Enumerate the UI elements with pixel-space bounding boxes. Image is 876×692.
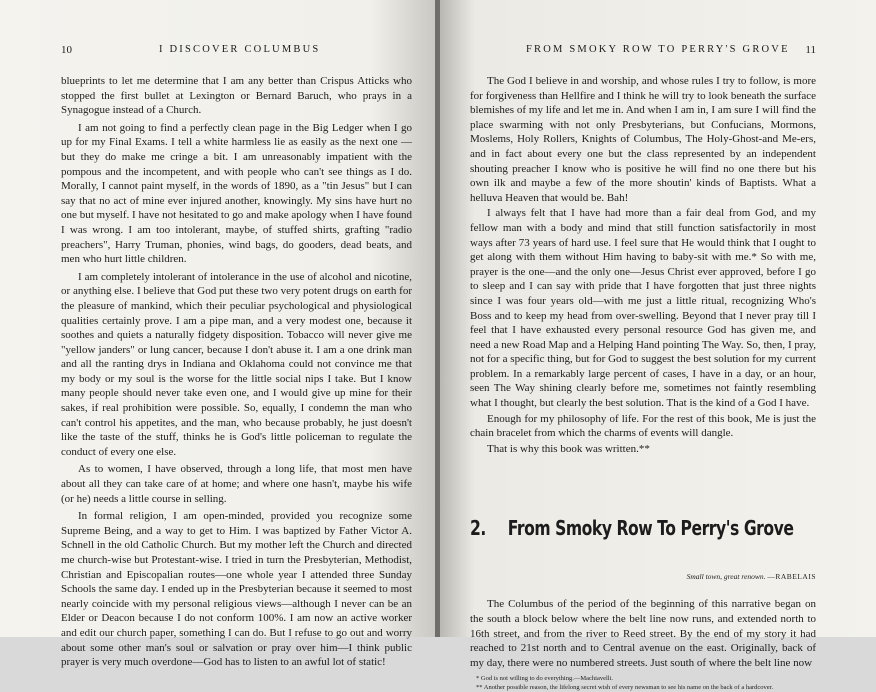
left-page: [0, 0, 436, 669]
right-page-number: 11: [805, 44, 816, 56]
chapter-number: 2.: [470, 516, 486, 541]
chapter-title: From Smoky Row To Perry's Grove: [507, 516, 794, 541]
chapter-opening-paragraph: The Columbus of the period of the beginning of this narrative began on the south a block below where the belt line now runs, and extended north to 16th street, and from the river to Reed street. By the end of my story it had reached to 21st north and to Central avenue on the east. Originally, back of my day, there were no numbered streets. Just south of where the belt line now: [470, 598, 816, 669]
right-paragraph-4: That is why this book was written.**: [487, 442, 650, 455]
left-running-title: I DISCOVER COLUMBUS: [159, 44, 321, 55]
left-paragraph-4: As to women, I have observed, through a long life, that most men have about all they can take care of at home; and where one hasn't, maybe his wife (or he) needs a little course in selling.: [61, 463, 412, 505]
right-paragraph-2: I always felt that I have had more than a fair deal from God, and my fellow man with a body and mind that still function satisfactorily in most ways after 73 years of hard use. I feel sure that He would think that I ought to get along with them without Him having to baby-sit with me.* So with me, prayer is the one—and the only one—Jesus Christ ever approved, before I go to sleep and I can say with pride that I have forgotten that just three nights since I was four years old—with me just a little ritual, recognizing Who's Boss and to keep my head from over-swelling. Beyond that I never pray till I feel that I have exhausted every personal resource God has given me, and need a new Road Map and a Helping Hand pointing The Way. So, then, I pray, not for a specific thing, but for God to suggest the best solution for my current problem. In a remarkably large percent of cases, I have in a day, or an hour, seen The Way shining clearly before me, sometimes not faintly resembling what I thought, but clearly the best solution. That is the kind of a God I have.: [470, 207, 816, 410]
footnote-2: ** Another possible reason, the lifelong secret wish of every newsman to see his name on the back of a hardcover.: [476, 684, 774, 692]
right-running-title: FROM SMOKY ROW TO PERRY'S GROVE: [526, 44, 790, 55]
left-paragraph-2: I am not going to find a perfectly clean page in the Big Ledger when I go up for my Final Exams. I tell a white harmless lie as easily as the next one —but they do make me cringe a bit. I am unreasonably impatient with the pompous and the incompetent, and with people who can't see things as I do. Morally, I cannot paint myself, in the words of 1890, as a "tin Jesus" but I can say that no act of mine ever injured another, knowingly. My sins have hurt no one but myself. I have not hesitated to go and make apology when I have found I was wrong. I am too intolerant, maybe, of stuffed shirts, grafting "radio preachers", Harry Truman, phonies, wind bags, do gooders, dead beats, and men who hurt little children.: [61, 121, 412, 266]
footnotes: [470, 674, 816, 692]
footnote-1: * God is not willing to do everything.—Machiavelli.: [476, 675, 614, 683]
left-paragraph-3: I am completely intolerant of intolerance in the use of alcohol and nicotine, or anything else. I believe that God put these two very potent drugs on earth for the pleasure of mankind, which their peculiar psychological and physiological qualities certainly prove. I am a pipe man, and a very modest one, because it soothes and quiets a naturally fidgety disposition. Tobacco will never give me "yellow janders" or lung cancer, because I don't abuse it. I am a one drink man and all the ranting drys in Indiana and Oklahoma could not convince me that my body or my soul is the worse for the little social nips I take. But I know many people should never take even one, and I would give up mine for their sakes, if real prohibition were possible. So, equally, I condemn the man who can't control his appetites, and the man, who because probably, he just doesn't like the taste of the stuff, thinks he is God's little policeman to regulate the conduct of every one else.: [61, 270, 412, 458]
right-paragraph-3: Enough for my philosophy of life. For the rest of this book, Me is just the chain bracelet from which the charms of events will dangle.: [470, 412, 816, 440]
chapter-heading: [470, 516, 798, 540]
left-running-head: [61, 44, 412, 60]
right-page: [440, 0, 876, 692]
right-running-head: [470, 44, 816, 60]
epigraph-author: —RABELAIS: [767, 572, 816, 582]
left-paragraph-1: blueprints to let me determine that I am any better than Crispus Atticks who stopped the first bullet at Lexington or Bernard Baruch, who prays in a Synagogue instead of a Church.: [61, 75, 412, 117]
left-page-number: 10: [61, 44, 72, 56]
epigraph-text: Small town, great renown.: [686, 572, 766, 582]
right-paragraph-1: The God I believe in and worship, and whose rules I try to follow, is more for forgiveness than Hellfire and I think he will try to look beneath the surface blemishes of my life and let me in. And when I am in, I am sure I will find the place swarming with not only Presbyterians, but Confucians, Mormons, Moslems, Holy Rollers, Knights of Columbus, The Holy-Ghost-and Me-ers, and in fact about every one but the class represented by an independent shouting preacher I know who is positive he will find no one there but his own ilk and maybe a few of the more shoutin' kinds of Baptists. What a helluva Heaven that would be. Bah!: [470, 75, 816, 204]
left-paragraph-5: In formal religion, I am open-minded, provided you recognize some Supreme Being, and a way to get to Him. I was baptized by Father Victor A. Schnell in the old Catholic Church. But my mother left the Church and directed me church-wise but Protestant-wise. I tried in turn the Presbyterian, Methodist, Christian and Episcopalian routes—one whole year I attended three Sunday Schools the same day. I ended up in the Presbyterian because it seemed to most nearly coincide with my personal religious views—although I never can be an Elder or Deacon because I do not conform 100%. I am now an active worker and edit our church paper, something I can do. But I refuse to go out and worry about some other man's soul or salvation or pray over him—I think public prayer is very much overdone—God has to listen to an awful lot of static!: [61, 510, 412, 669]
epigraph: [470, 572, 816, 581]
